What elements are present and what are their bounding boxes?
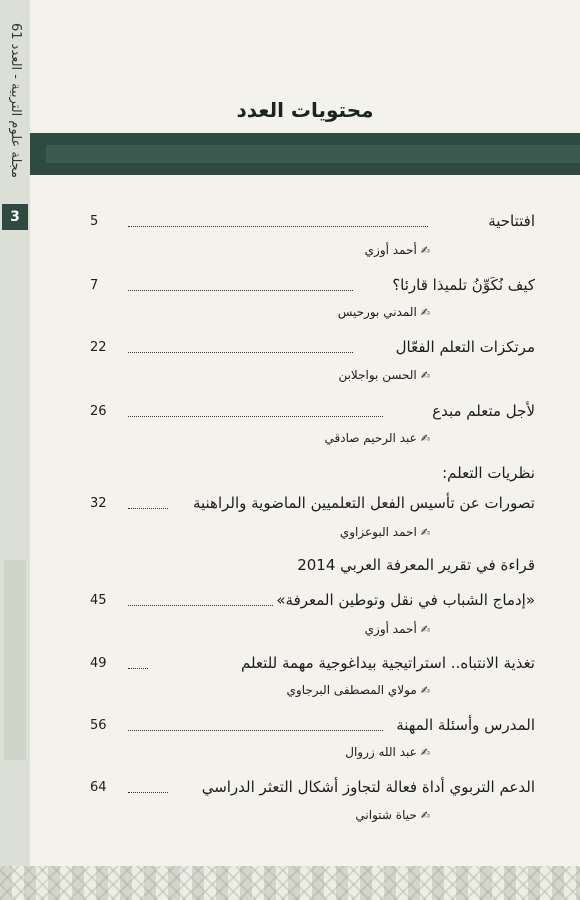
pen-icon: ✍ bbox=[420, 306, 430, 319]
pen-icon: ✍ bbox=[420, 432, 430, 445]
toc-author: ✍أحمد أوزي bbox=[364, 243, 430, 257]
toc-page-number: 7 bbox=[90, 278, 99, 293]
toc-title: تغذية الانتباه.. استراتيجية بيداغوجية مهمة للتعلم bbox=[240, 654, 535, 672]
toc-title: مرتكزات التعلم الفعّال bbox=[395, 338, 535, 356]
toc-dots bbox=[128, 416, 383, 417]
toc-page-number: 5 bbox=[90, 214, 99, 229]
pen-icon: ✍ bbox=[420, 684, 430, 697]
pen-icon: ✍ bbox=[420, 244, 430, 257]
toc-title: كيف نُكَوِّنُ تلميذا قارئا؟ bbox=[392, 276, 535, 294]
toc-entry[interactable] bbox=[90, 212, 535, 234]
toc-dots bbox=[128, 352, 353, 353]
side-decoration bbox=[4, 560, 26, 760]
toc-page-number: 56 bbox=[90, 718, 107, 733]
toc-dots bbox=[128, 668, 148, 669]
toc-title: لأجل متعلم مبدع bbox=[432, 402, 535, 420]
page-title: محتويات العدد bbox=[236, 98, 374, 122]
toc-author: ✍مولاي المصطفى البرجاوي bbox=[286, 683, 430, 697]
toc-author: ✍عبد الرحيم صادقي bbox=[324, 431, 430, 445]
toc-entry[interactable] bbox=[90, 716, 535, 738]
toc-entry[interactable] bbox=[90, 591, 535, 613]
toc-title: المدرس وأسئلة المهنة bbox=[396, 716, 535, 734]
toc-page-number: 22 bbox=[90, 340, 107, 355]
toc-page-number: 49 bbox=[90, 656, 107, 671]
pen-icon: ✍ bbox=[420, 809, 430, 822]
toc-author: ✍الحسن بواجلابن bbox=[338, 368, 430, 382]
toc-dots bbox=[128, 605, 273, 606]
toc-entry[interactable] bbox=[90, 654, 535, 676]
toc-author: ✍المدني بورحيس bbox=[337, 305, 430, 319]
toc-title: الدعم التربوي أداة فعالة لتجاوز أشكال التعثر الدراسي bbox=[201, 778, 535, 796]
toc-page-number: 64 bbox=[90, 780, 107, 795]
title-band bbox=[30, 133, 580, 175]
pen-icon: ✍ bbox=[420, 623, 430, 636]
toc-author: ✍احمد البوعزاوي bbox=[339, 525, 430, 539]
toc-page-number: 26 bbox=[90, 404, 107, 419]
toc-page-number: 32 bbox=[90, 496, 107, 511]
section-heading: نظريات التعلم: bbox=[442, 464, 535, 482]
toc-entry[interactable] bbox=[90, 276, 535, 298]
toc-page-number: 45 bbox=[90, 593, 107, 608]
journal-vertical-title: مجلة علوم التربية - العدد 61 bbox=[7, 22, 23, 178]
side-strip bbox=[0, 0, 30, 900]
toc-entry[interactable] bbox=[90, 338, 535, 360]
toc-dots bbox=[128, 290, 353, 291]
pen-icon: ✍ bbox=[420, 746, 430, 759]
pen-icon: ✍ bbox=[420, 369, 430, 382]
toc-author: ✍عبد الله زروال bbox=[345, 745, 430, 759]
toc-dots bbox=[128, 730, 383, 731]
toc-title: تصورات عن تأسيس الفعل التعلميين الماضوية والراهنية bbox=[192, 494, 535, 512]
toc-dots bbox=[128, 226, 428, 227]
toc-title: افتتاحية bbox=[488, 212, 535, 230]
pen-icon: ✍ bbox=[420, 526, 430, 539]
toc-author: ✍حياة شتواني bbox=[355, 808, 430, 822]
toc-entry[interactable] bbox=[90, 494, 535, 516]
toc-author: ✍أحمد أوزي bbox=[364, 622, 430, 636]
section-heading: قراءة في تقرير المعرفة العربي 2014 bbox=[297, 556, 535, 574]
toc-dots bbox=[128, 508, 168, 509]
toc-entry[interactable] bbox=[90, 402, 535, 424]
page-number-badge: 3 bbox=[2, 204, 28, 230]
title-band-inner bbox=[46, 145, 580, 163]
decorative-border bbox=[0, 866, 580, 900]
toc-entry[interactable] bbox=[90, 778, 535, 800]
toc-dots bbox=[128, 792, 168, 793]
toc-title: «إدماج الشباب في نقل وتوطين المعرفة» bbox=[276, 591, 535, 609]
